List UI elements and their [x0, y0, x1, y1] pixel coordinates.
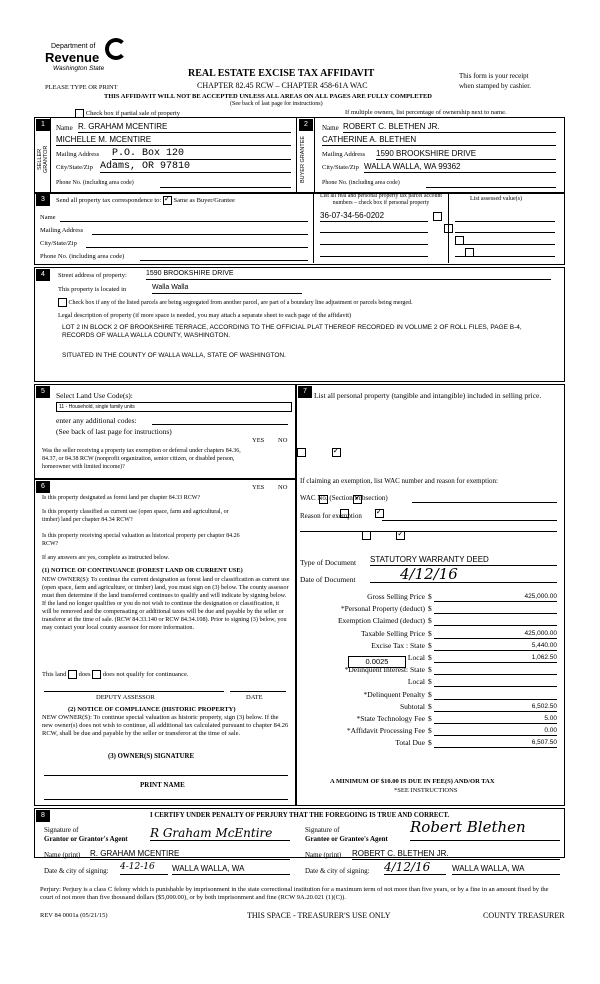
see-back: (See back of last page for instructions): [230, 101, 323, 107]
tax-row-currency: $: [428, 677, 432, 687]
same-as-buyer-label: Same as Buyer/Grantee: [173, 196, 235, 204]
tax-row-value[interactable]: 0.00: [434, 725, 557, 736]
logo-mark-icon: [105, 38, 127, 60]
seller-phone[interactable]: [160, 179, 291, 188]
same-as-buyer-checkbox[interactable]: [163, 196, 172, 205]
tax-row-label: *Personal Property (deduct): [340, 604, 425, 614]
section-8-number: 8: [36, 810, 50, 822]
corr-phone-label: Phone No. (including area code): [40, 253, 125, 260]
tax-calc-rows: [300, 591, 557, 749]
grantee-date[interactable]: 4/12/16: [384, 860, 446, 875]
deputy-assessor-label: DEPUTY ASSESSOR: [96, 694, 155, 701]
owner-signature-line[interactable]: [44, 774, 288, 776]
section-6-number: 6: [36, 481, 50, 493]
does-not-label: does not qualify for continuance.: [102, 670, 189, 678]
tax-row: [300, 640, 557, 652]
s5-no-header: NO: [278, 437, 288, 444]
land-use-see-back: (See back of last page for instructions): [56, 427, 172, 436]
tax-row-currency: $: [428, 616, 432, 626]
grantee-name[interactable]: ROBERT C. BLETHEN JR.: [352, 849, 560, 860]
grantee-sig-label-1: Signature of: [305, 826, 340, 834]
deputy-sig-line[interactable]: [44, 690, 224, 692]
grantor-name[interactable]: R. GRAHAM MCENTIRE: [90, 849, 290, 860]
treasurer-space: THIS SPACE - TREASURER'S USE ONLY: [247, 911, 391, 920]
buyer-city[interactable]: WALLA WALLA, WA 99362: [364, 162, 556, 173]
doc-date[interactable]: 4/12/16: [370, 565, 557, 583]
tax-row: [300, 664, 557, 676]
section-5-number: 5: [36, 386, 50, 398]
grantor-city[interactable]: WALLA WALLA, WA: [172, 864, 290, 875]
doc-type-label: Type of Document: [300, 558, 357, 567]
grantor-date[interactable]: 4-12-16: [120, 862, 168, 875]
tax-row-currency: $: [428, 652, 432, 662]
multiple-owners-note: If multiple owners, list percentage of ownership next to name.: [345, 109, 507, 116]
buyer-name-1[interactable]: ROBERT C. BLETHEN JR.: [343, 122, 556, 133]
corr-city-label: City/State/Zip: [40, 240, 77, 247]
tax-row: [300, 689, 557, 701]
tax-row-value[interactable]: [434, 676, 557, 687]
assessed-value-2[interactable]: [455, 230, 555, 233]
land-use-label: Select Land Use Code(s):: [56, 391, 133, 400]
seller-mail[interactable]: P.O. Box 120: [112, 148, 291, 160]
notice1-title: (1) NOTICE OF CONTINUANCE (FOREST LAND OR CURRENT USE): [42, 567, 243, 574]
correspondence-row: [56, 196, 235, 205]
land-use-code-select[interactable]: 11 - Household, single family units: [56, 402, 292, 412]
q-forest-land: Is this property designated as forest land per chapter 84.33 RCW?: [42, 495, 201, 501]
dept-line3: Washington State: [53, 65, 105, 72]
additional-codes-label: enter any additional codes:: [56, 416, 137, 425]
tax-row-value[interactable]: 5,440.00: [434, 640, 557, 651]
reason-field[interactable]: [382, 512, 557, 521]
tax-row-currency: $: [428, 726, 432, 736]
seller-side-label: SELLER GRANTOR: [37, 145, 49, 173]
certify-statement: I CERTIFY UNDER PENALTY OF PERJURY THAT THE FOREGOING IS TRUE AND CORRECT.: [150, 812, 450, 819]
tax-row: [300, 737, 557, 749]
parcel-number-3[interactable]: [320, 236, 428, 245]
reason-label: Reason for exemption: [300, 512, 362, 520]
tax-row-currency: $: [428, 701, 432, 711]
tax-row-label: Total Due: [395, 738, 425, 748]
exemption-label: If claiming an exemption, list WAC number and reason for exemption:: [300, 477, 498, 485]
assessed-value-1[interactable]: [455, 219, 555, 222]
assessed-header: List assessed value(s): [470, 196, 522, 202]
tax-row-value[interactable]: 1,062.50: [434, 652, 557, 663]
seller-name-2[interactable]: MICHELLE M. MCENTIRE: [56, 135, 291, 146]
dept-line2: Revenue: [45, 50, 100, 65]
owner-signature-label: (3) OWNER(S) SIGNATURE: [108, 753, 194, 760]
buyer-phone[interactable]: [426, 179, 556, 188]
notice2-title: (2) NOTICE OF COMPLIANCE (HISTORIC PROPERTY): [68, 706, 236, 713]
notice1-body: NEW OWNER(S): To continue the current designation as forest land or classification as current use (open space, farm and agriculture, or timber) land, you must sign on (3) below. The county assessor must then determine if the land transferred continues to qualify and will indicate by signing below. If the land no longer qualifies or you do not wish to continue the designation or classification, it will be removed and the compensating or additional taxes will be due and payable by the seller or transferor at the time of sale. (RCW 84.33.140 or RCW 84.34.108). Prior to signing (3) below, you may contact your local county assessor for more information.: [42, 576, 290, 631]
segregated-label: Check box if any of the listed parcels are being segregated from another parcel, are part of a boundary line adjustment or parcels being merged.: [68, 299, 413, 306]
tax-row-value[interactable]: [434, 603, 557, 614]
seller-city[interactable]: Adams, OR 97810: [100, 161, 291, 173]
tax-row: [300, 701, 557, 713]
parcel-number-2[interactable]: [320, 224, 428, 233]
tax-row-currency: $: [428, 628, 432, 638]
grantee-sig-label-2: Grantee or Grantee's Agent: [305, 835, 388, 843]
personal-property-label: List all personal property (tangible and intangible) included in selling price.: [314, 391, 542, 400]
tax-row: [300, 725, 557, 737]
receipt-line1: This form is your receipt: [459, 72, 529, 80]
tax-row: [300, 628, 557, 640]
grantor-sig-label-2: Grantor or Grantor's Agent: [44, 835, 128, 843]
legal-label: Legal description of property (if more space is needed, you may attach a separate sheet to each page of the affidavit): [58, 312, 352, 319]
tax-row-currency: $: [428, 738, 432, 748]
print-name-line[interactable]: [44, 798, 288, 800]
q-historic: Is this property receiving special valuation as historical property per chapter 84.26 RCW?: [42, 533, 240, 547]
corr-phone-field[interactable]: [140, 253, 308, 261]
grantee-city[interactable]: WALLA WALLA, WA: [452, 864, 560, 875]
tax-row: [300, 652, 557, 664]
seller-mail-label: Mailing Address: [56, 151, 100, 158]
this-land-label: This land: [42, 670, 67, 678]
dept-line1: Department of: [51, 43, 96, 50]
buyer-name-label: Name: [322, 124, 339, 132]
grantee-signature[interactable]: Robert Blethen: [410, 818, 560, 841]
doc-type[interactable]: STATUTORY WARRANTY DEED: [370, 555, 557, 566]
grantor-name-label: Name (print): [44, 851, 81, 859]
tax-row-currency: $: [428, 689, 432, 699]
notice2-body: NEW OWNER(S): To continue special valuation as historic property, sign (3) below. If the new owner(s) does not wish to continue, all additional tax calculated pursuant to chapter 84.26 RCW, shall be due and payable by the seller or transferor at the time of sale.: [42, 714, 289, 737]
tax-row-label: Local: [407, 677, 425, 687]
assessed-value-3[interactable]: [455, 242, 555, 245]
parcel-header: List all real and personal property tax parcel account numbers – check box if personal property: [319, 193, 442, 206]
parcel-2-personal-checkbox[interactable]: [444, 224, 453, 233]
see-instructions: *SEE INSTRUCTIONS: [394, 787, 458, 794]
tax-row-currency: $: [428, 592, 432, 601]
buyer-mail-label: Mailing Address: [322, 151, 366, 158]
tax-row-label: *Delinquent Interest: State: [344, 665, 425, 675]
parcel-number-1[interactable]: 36-07-34-56-0202: [320, 211, 428, 222]
county-treasurer: COUNTY TREASURER: [483, 911, 565, 920]
form-title: REAL ESTATE EXCISE TAX AFFIDAVIT: [188, 68, 375, 79]
buyer-phone-label: Phone No. (including area code): [322, 180, 400, 186]
tax-row: [300, 713, 557, 725]
additional-codes-field[interactable]: [152, 416, 288, 425]
tax-row-currency: $: [428, 665, 432, 675]
seller-name-1[interactable]: R. GRAHAM MCENTIRE: [78, 122, 291, 133]
tax-row-value[interactable]: [434, 664, 557, 675]
s6-yes-header: YES: [252, 484, 265, 491]
legal-description-2: SITUATED IN THE COUNTY OF WALLA WALLA, STATE OF WASHINGTON.: [62, 352, 286, 359]
grantor-signature[interactable]: R Graham McEntire: [150, 826, 290, 841]
buyer-name-2[interactable]: CATHERINE A. BLETHEN: [322, 135, 556, 146]
warning-text: THIS AFFIDAVIT WILL NOT BE ACCEPTED UNLESS ALL AREAS ON ALL PAGES ARE FULLY COMPLETED: [104, 93, 432, 100]
street-label: Street address of property:: [58, 272, 127, 279]
tax-row-value[interactable]: 6,502.50: [434, 701, 557, 712]
segregated-row[interactable]: [58, 298, 413, 307]
tax-row-label: Gross Selling Price: [367, 592, 425, 601]
corr-name-field[interactable]: [60, 214, 308, 222]
does-checkbox[interactable]: [68, 670, 77, 679]
buyer-side-label: BUYER GRANTEE: [300, 135, 306, 183]
seller-name-label: Name: [56, 124, 73, 132]
deputy-date-line[interactable]: [230, 690, 286, 692]
perjury-notice: [40, 886, 560, 902]
seller-phone-label: Phone No. (including area code): [56, 180, 134, 186]
section-4-number: 4: [36, 269, 50, 281]
does-label: does: [78, 670, 91, 678]
tax-row-currency: $: [428, 604, 432, 614]
grantee-name-label: Name (print): [305, 851, 342, 859]
parcel-1-personal-checkbox[interactable]: [433, 212, 442, 221]
seller-city-label: City/State/Zip: [56, 164, 93, 171]
section-7-number: 7: [298, 386, 312, 398]
local-rate-box[interactable]: 0.0025: [348, 656, 406, 668]
corr-city-field[interactable]: [86, 240, 308, 248]
assessed-value-4[interactable]: [455, 254, 555, 257]
tax-row-label: *Delinquent Penalty: [363, 689, 425, 699]
tax-row-value[interactable]: 425,000.00: [434, 628, 557, 639]
doc-date-label: Date of Document: [300, 575, 356, 584]
wac-label: WAC No. (Section/Subsection): [300, 494, 388, 502]
buyer-city-label: City/State/Zip: [322, 164, 359, 171]
segregated-checkbox[interactable]: [58, 298, 67, 307]
section-2-number: 2: [299, 119, 313, 131]
tax-row-label: Excise Tax : State: [371, 640, 425, 650]
tax-row-label: *State Technology Fee: [356, 713, 425, 723]
tax-row-currency: $: [428, 640, 432, 650]
parcel-number-4[interactable]: [320, 248, 428, 257]
minimum-due-note: A MINIMUM OF $10.00 IS DUE IN FEE(S) AND/OR TAX: [330, 778, 495, 785]
tax-row-value[interactable]: 425,000.00: [434, 591, 557, 602]
tax-row-label: *Affidavit Processing Fee: [346, 726, 425, 736]
buyer-mail[interactable]: 1590 BROOKSHIRE DRIVE: [376, 149, 556, 160]
continuance-row: [42, 670, 189, 679]
tax-row-value[interactable]: 6,507.50: [434, 737, 557, 748]
partial-sale-label: Check box if partial sale of property: [85, 110, 180, 118]
chapter-line: CHAPTER 82.45 RCW – CHAPTER 458-61A WAC: [197, 81, 368, 90]
tax-row: [300, 615, 557, 627]
property-street[interactable]: 1590 BROOKSHIRE DRIVE: [146, 270, 551, 280]
please-type: PLEASE TYPE OR PRINT: [45, 84, 118, 91]
reason-field-2[interactable]: [300, 530, 557, 532]
receipt-line2: when stamped by cashier.: [459, 82, 531, 90]
send-correspondence-label: Send all property tax correspondence to:: [56, 196, 162, 204]
q-current-use: Is this property classified as current use (open space, farm and agricultural, or timber) land per chapter 84.34 RCW?: [42, 509, 229, 523]
perjury-text: Perjury: Perjury is a class C felony which is punishable by imprisonment in the state correctional institution for a maximum term of not more than five years, or by a fine in an amount fixed by the court of not more than five thousand dollars ($5,000.00), or by both imprisonment and fine (RCW 9A.20.021 (1)(C)).: [40, 886, 549, 901]
tax-row-value[interactable]: [434, 689, 557, 700]
legal-description-1: LOT 2 IN BLOCK 2 OF BROOKSHIRE TERRACE, ACCORDING TO THE OFFICIAL PLAT THEREOF RECORDED IN VOLUME 2 OF ROLL FILES, PAGE B-4, RECORDS OF WALLA WALLA COUNTY, WASHINGTON.: [62, 324, 522, 339]
wac-field[interactable]: [412, 494, 557, 503]
revision-code: REV 84 0001a (05/21/15): [40, 912, 108, 919]
does-not-checkbox[interactable]: [92, 670, 101, 679]
grantor-sig-label-1: Signature of: [44, 826, 79, 834]
tax-row: [300, 676, 557, 688]
tax-row-label: Subtotal: [399, 701, 425, 711]
exemption-question: Was the seller receiving a property tax exemption or deferral under chapters 84.36, 84.37, or 84.38 RCW (nonprofit organization, senior citizen, or disabled person, homeowner with limited income)?: [42, 448, 241, 470]
print-name-label: PRINT NAME: [140, 781, 185, 789]
date-label: DATE: [246, 694, 263, 701]
corr-name-label: Name: [40, 214, 56, 221]
section-1-number: 1: [36, 119, 50, 131]
if-yes-note: If any answers are yes, complete as instructed below.: [42, 555, 170, 561]
corr-mail-label: Mailing Address: [40, 227, 84, 234]
tax-row-value[interactable]: 5.00: [434, 713, 557, 724]
tax-row-label: Local: [407, 652, 425, 662]
section-3-number: 3: [36, 194, 50, 206]
dor-logo: [45, 38, 131, 78]
tax-row-label: Taxable Selling Price: [360, 628, 425, 638]
located-in[interactable]: Walla Walla: [152, 284, 302, 294]
corr-mail-field[interactable]: [92, 227, 308, 235]
tax-row: [300, 591, 557, 603]
tax-row-value[interactable]: [434, 615, 557, 626]
grantee-date-label: Date & city of signing:: [305, 867, 370, 875]
grantor-date-label: Date & city of signing:: [44, 867, 109, 875]
located-label: This property is located in: [58, 286, 127, 293]
tax-row-label: Exemption Claimed (deduct): [337, 616, 425, 626]
s5-yes-header: YES: [252, 437, 265, 444]
s6-no-header: NO: [278, 484, 288, 491]
tax-row-currency: $: [428, 713, 432, 723]
tax-row: [300, 603, 557, 615]
